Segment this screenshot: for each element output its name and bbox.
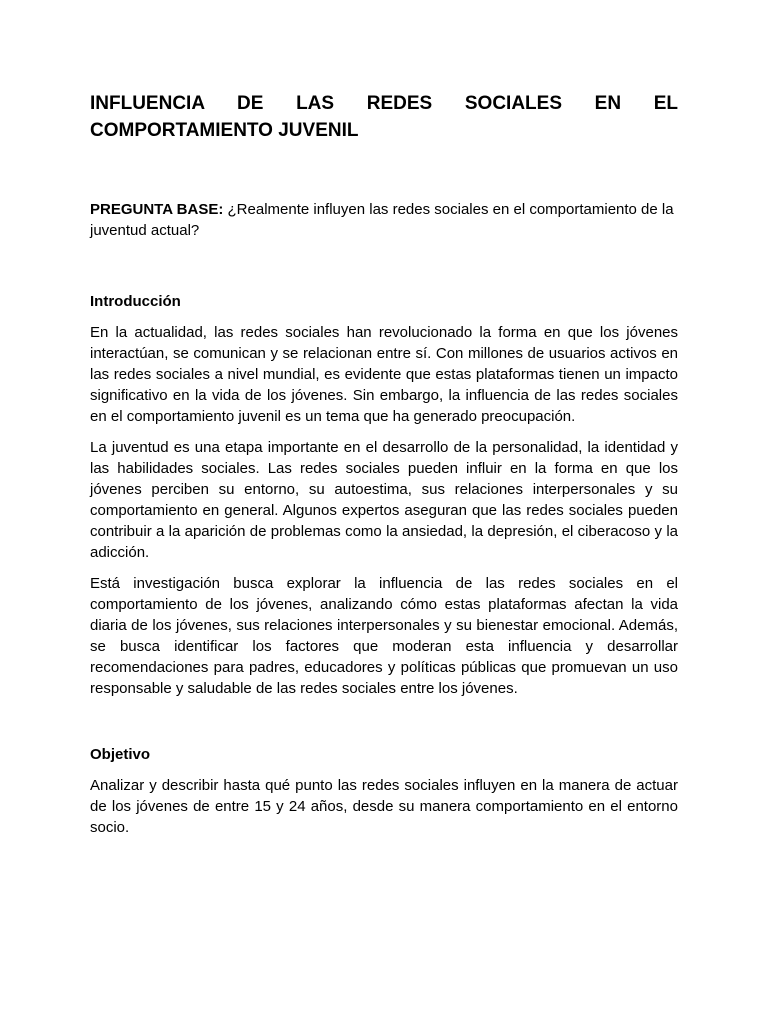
- base-question-label: PREGUNTA BASE:: [90, 201, 224, 218]
- document-page: [90, 90, 678, 838]
- introduction-paragraph-3: Está investigación busca explorar la influencia de las redes sociales en el comportamiento de los jóvenes, analizando cómo estas plataformas afectan la vida diaria de los jóvenes, sus relaciones interpersonales y su bienestar emocional. Además, se busca identificar los factores que moderan esta influencia y desarrollar recomendaciones para padres, educadores y políticas públicas que promuevan un uso responsable y saludable de las redes sociales entre los jóvenes.: [90, 575, 678, 697]
- objective-heading: Objetivo: [90, 746, 151, 763]
- objective-paragraph-1: Analizar y describir hasta qué punto las redes sociales influyen en la manera de actuar de los jóvenes de entre 15 y 24 años, desde su manera comportamiento en el entorno socio.: [90, 777, 678, 836]
- introduction-heading: Introducción: [90, 293, 181, 310]
- introduction-paragraph-1: En la actualidad, las redes sociales han revolucionado la forma en que los jóvenes interactúan, se comunican y se relacionan entre sí. Con millones de usuarios activos en las redes sociales a nivel mundial, es evidente que estas plataformas tienen un impacto significativo en la vida de los jóvenes. Sin embargo, la influencia de las redes sociales en el comportamiento juvenil es un tema que ha generado preocupación.: [90, 324, 678, 425]
- introduction-paragraph-2: La juventud es una etapa importante en el desarrollo de la personalidad, la identidad y las habilidades sociales. Las redes sociales pueden influir en la forma en que los jóvenes perciben su entorno, su autoestima, sus relaciones interpersonales y su comportamiento en general. Algunos expertos aseguran que las redes sociales pueden contribuir a la aparición de problemas como la ansiedad, la depresión, el ciberacoso y la adicción.: [90, 439, 678, 561]
- document-title: INFLUENCIA DE LAS REDES SOCIALES EN EL COMPORTAMIENTO JUVENIL: [90, 93, 678, 141]
- base-question-text: ¿Realmente influyen las redes sociales en el comportamiento de la juventud actual?: [90, 201, 674, 239]
- base-question: [90, 199, 678, 241]
